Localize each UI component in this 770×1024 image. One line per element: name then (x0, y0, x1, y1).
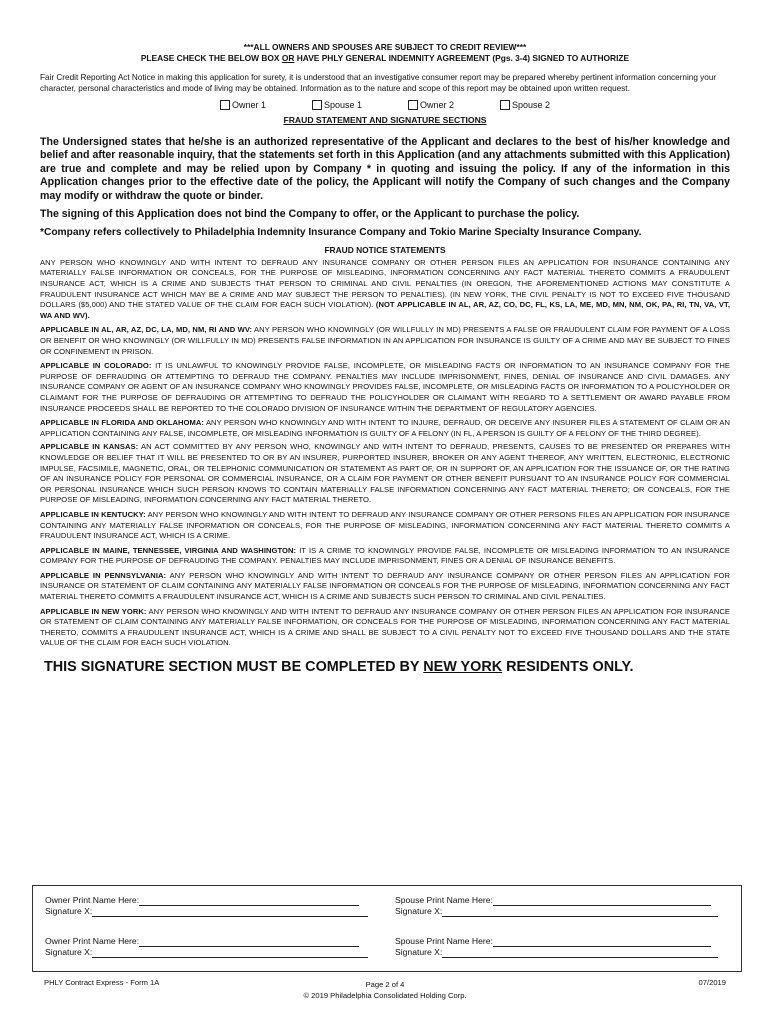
state-notice-new-york (40, 607, 730, 649)
state-notice-kentucky (40, 510, 730, 542)
spouse-2-signature-field[interactable] (442, 957, 718, 958)
state-notice-label: APPLICABLE IN MAINE, TENNESSEE, VIRGINIA AND WASHINGTON: (40, 545, 297, 555)
owner-2-signature-block (45, 936, 368, 958)
checkbox-label: Spouse 2 (512, 100, 551, 110)
ny-signature-heading (44, 659, 730, 675)
general-fraud-notice (40, 258, 730, 322)
state-notice-label: APPLICABLE IN KENTUCKY: (40, 509, 146, 519)
footer-copyright: © 2019 Philadelphia Consolidated Holding Corp. (303, 991, 467, 1000)
state-notice-text: AN ACT COMMITTED BY ANY PERSON WHO, KNOWINGLY AND WITH INTENT TO DEFRAUD, PRESENTS, CAUSES TO BE PRESENTED OR PREPARES WITH KNOWLEDGE OR BELIEF THAT IT WILL BE PRESENTED TO OR BY AN INSURER, PURPORTED INSURER, BROKER OR ANY AGENT THEREOF, ANY WRITTEN, ELECTRONIC, ELECTRONIC IMPULSE, FACSIMILE, MAGNETIC, ORAL, OR TELEPHONIC COMMUNICATION OR STATEMENT AS PART OF, OR IN SUPPORT OF, AN APPLICATION FOR THE ISSUANCE OF, OR THE RATING OF AN INSURANCE POLICY FOR PERSONAL OR COMMERCIAL INSURANCE, OR A CLAIM FOR PAYMENT OR OTHER BENEFIT PURSUANT TO AN INSURANCE POLICY FOR COMMERCIAL OR PERSONAL INSURANCE WHICH SUCH PERSON KNOWS TO CONTAIN MATERIALLY FALSE INFORMATION CONCERNING ANY FACT MATERIAL THERETO; OR CONCEALS, FOR THE PURPOSE OF MISLEADING, INFORMATION CONCERNING ANY FACT MATERIAL THERETO. (40, 442, 730, 505)
state-notice-label: APPLICABLE IN AL, AR, AZ, DC, LA, MD, NM, RI AND WV: (40, 325, 253, 335)
ny-signature-box (32, 885, 742, 972)
state-notice-label: APPLICABLE IN KANSAS: (40, 442, 139, 452)
signature-label: Signature X: (45, 947, 93, 957)
ny-heading-a: THIS SIGNATURE SECTION MUST BE COMPLETED BY (44, 659, 424, 676)
general-notice-exclusions: (NOT APPLICABLE IN AL, AR, AZ, CO, DC, FL, KS, LA, ME, MD, MN, NM, OK, PA, RI, TN, VA, VT, WA AND WV). (40, 300, 731, 320)
checkbox-spouse-2[interactable] (500, 100, 550, 110)
signature-label: Signature X: (395, 906, 443, 916)
header-line-2b: HAVE PHLY GENERAL INDEMNITY AGREEMENT (Pgs. 3-4) SIGNED TO AUTHORIZE (294, 53, 630, 63)
owner-2-signature-field[interactable] (92, 957, 368, 958)
checkbox-label: Owner 2 (420, 100, 455, 110)
state-notice-label: APPLICABLE IN NEW YORK: (40, 606, 147, 616)
state-notice-maine-tn-va-wa (40, 546, 730, 567)
state-notice-text: IT IS UNLAWFUL TO KNOWINGLY PROVIDE FALSE, INCOMPLETE, OR MISLEADING FACTS OR INFORMATION TO AN INSURANCE COMPANY FOR THE PURPOSE OF DEFRAUDING OR ATTEMPTING TO DEFRAUD THE COMPANY. PENALTIES MAY INCLUDE IMPRISONMENT, FINES, DENIAL OF INSURANCE AND CIVIL DAMAGES. ANY INSURANCE COMPANY OR AGENT OF AN INSURANCE COMPANY WHO KNOWINGLY PROVIDES FALSE, INCOMPLETE, OR MISLEADING FACTS OR INFORMATION TO A POLICYHOLDER OR CLAIMANT FOR THE PURPOSE OF DEFRAUDING OR ATTEMPTING TO DEFRAUD THE POLICYHOLDER OR CLAIMANT WITH REGARD TO A SETTLEMENT OR AWARD PAYABLE FROM INSURANCE PROCEEDS SHALL BE REPORTED TO THE COLORADO DIVISION OF INSURANCE WITHIN THE DEPARTMENT OF REGULATORY AGENCIES. (40, 361, 730, 413)
state-notice-text: IT IS A CRIME TO KNOWINGLY PROVIDE FALSE, INCOMPLETE OR MISLEADING INFORMATION TO AN INSURANCE COMPANY FOR THE PURPOSE OF DEFRAUDING THE COMPANY. PENALTIES MAY INCLUDE IMPRISONMENT, FINES OR A DENIAL OF INSURANCE BENEFITS. (40, 545, 731, 566)
signature-label: Signature X: (45, 906, 93, 916)
checkbox-owner-2[interactable] (408, 100, 454, 110)
state-notice-text: ANY PERSON WHO KNOWINGLY AND WITH INTENT TO INJURE, DEFRAUD, OR DECEIVE ANY INSURER FILES A STATEMENT OF CLAIM OR AN APPLICATION CONTAINING ANY FALSE, INCOMPLETE, OR MISLEADING INFORMATION IS GUILTY OF A FELONY (IN FL, A PERSON IS GUILTY OF A FELONY OF THE THIRD DEGREE). (40, 418, 730, 438)
state-notice-pennsylvania (40, 571, 730, 603)
spouse-print-label: Spouse Print Name Here: (395, 895, 493, 905)
header-line-2 (40, 53, 730, 64)
state-notice-text: ANY PERSON WHO KNOWINGLY AND WITH INTENT TO DEFRAUD ANY INSURANCE COMPANY OR OTHER PERSONS FILES AN APPLICATION FOR INSURANCE CONTAINING ANY MATERIALLY FALSE INFORMATION OR CONCEALS, FOR THE PURPOSE OF MISLEADING, INFORMATION CONCERNING ANY FACT MATERIAL THERETO COMMITS A FRAUDULENT INSURANCE ACT, WHICH IS A CRIME. (40, 509, 730, 541)
checkbox-spouse-1[interactable] (312, 100, 362, 110)
checkbox-label: Owner 1 (231, 100, 266, 110)
header-or: OR (281, 53, 295, 63)
state-notice-colorado (40, 361, 730, 414)
ny-heading-state: NEW YORK (423, 659, 503, 676)
header-line-1: ***ALL OWNERS AND SPOUSES ARE SUBJECT TO CREDIT REVIEW*** (243, 42, 527, 52)
state-notice-text: ANY PERSON WHO KNOWINGLY AND WITH INTENT TO DEFRAUD ANY INSURANCE COMPANY OR OTHER PERSON FILES AN APPLICATION FOR INSURANCE OR STATEMENT OF CLAIM CONTAINING ANY MATERIALLY FALSE INFORMATION, OR CONCEALS FOR THE PURPOSE OF MISLEADING, INFORMATION CONCERNING ANY FACT MATERIAL THERETO, COMMITS A FRAUDULENT INSURANCE ACT, WHICH IS A CRIME AND SHALL BE SUBJECT TO A CIVIL PENALTY NOT TO EXCEED FIVE THOUSAND DOLLARS AND THE STATE VALUE OF THE CLAIM FOR EACH SUCH VIOLATION. (40, 606, 731, 648)
state-notice-al-ar-az (40, 325, 730, 357)
ny-heading-c: RESIDENTS ONLY. (502, 659, 634, 676)
general-notice-text: ANY PERSON WHO KNOWINGLY AND WITH INTENT TO DEFRAUD ANY INSURANCE COMPANY OR OTHER PERSON FILES AN APPLICATION FOR INSURANCE CONTAINING ANY MATERIALLY FALSE INFORMATION OR CONCEALS, FOR THE PURPOSE OF MISLEADING, INFORMATION CONCERNING ANY FACT MATERIAL THERETO COMMITS A FRAUDULENT INSURANCE ACT, WHICH IS A CRIME AND SUBJECTS THAT PERSON TO CRIMINAL AND CIVIL PENALTIES (IN OREGON, THE AFOREMENTIONED ACTIONS MAY CONSTITUTE A FRAUDULENT INSURANCE ACT WHICH MAY BE A CRIME AND MAY SUBJECT THE PERSON TO PENALTIES). (IN NEW YORK, THE CIVIL PENALTY IS NOT TO EXCEED FIVE THOUSAND DOLLARS ($5,000) AND THE STATED VALUE OF THE CLAIM FOR EACH SUCH VIOLATION). (40, 257, 730, 310)
spouse-print-label: Spouse Print Name Here: (395, 936, 493, 946)
checkbox-square[interactable] (500, 100, 510, 110)
checkbox-label: Spouse 1 (323, 100, 362, 110)
spouse-1-signature-block (395, 895, 718, 917)
owner-1-signature-field[interactable] (92, 916, 368, 917)
signature-label: Signature X: (395, 947, 443, 957)
owner-print-label: Owner Print Name Here: (45, 895, 140, 905)
state-notice-text: ANY PERSON WHO KNOWINGLY (OR WILLFULLY IN MD) PRESENTS A FALSE OR FRAUDULENT CLAIM FOR PAYMENT OF A LOSS OR BENEFIT OR WHO KNOWINGLY (OR WILLFULLY IN MD) PRESENTS FALSE INFORMATION IN AN APPLICATION FOR INSURANCE IS GUILTY OF A CRIME AND MAY BE SUBJECT TO FINES OR CONFINEMENT IN PRISON. (40, 325, 730, 356)
state-notice-label: APPLICABLE IN COLORADO: (40, 361, 152, 371)
checkbox-square[interactable] (312, 100, 322, 110)
footer-form-name: PHLY Contract Express - Form 1A (44, 978, 160, 987)
spouse-1-signature-field[interactable] (442, 916, 718, 917)
fcra-notice: Fair Credit Reporting Act Notice in making this application for surety, it is understood that an investigative consumer report may be prepared whereby pertinent information concerning your character, personal characteristics and mode of living may be obtained. Information as to the nature and scope of this report may be obtained upon written request. (40, 73, 717, 93)
footer-date: 07/2019 (698, 978, 726, 987)
footer-page-number: Page 2 of 4 (365, 980, 405, 989)
state-notice-label: APPLICABLE IN PENNSYLVANIA: (40, 570, 167, 580)
company-reference: *Company refers collectively to Philadelphia Indemnity Insurance Company and Tokio Marine Specialty Insurance Company. (40, 227, 642, 239)
fraud-notice-title: FRAUD NOTICE STATEMENTS (324, 244, 446, 255)
header-line-2a: PLEASE CHECK THE BELOW BOX (140, 53, 282, 63)
spouse-2-signature-block (395, 936, 718, 958)
checkbox-square[interactable] (220, 100, 230, 110)
state-notice-florida-oklahoma (40, 418, 730, 439)
document-page (40, 42, 730, 675)
state-notice-kansas (40, 442, 730, 506)
fraud-section-title: FRAUD STATEMENT AND SIGNATURE SECTIONS (283, 115, 487, 125)
state-notice-text: ANY PERSON WHO KNOWINGLY AND WITH INTENT TO DEFRAUD ANY INSURANCE COMPANY OR OTHER PERSON FILES AN APPLICATION FOR INSURANCE OR STATEMENT OF CLAIM CONTAINING ANY MATERIALLY FALSE INFORMATION OR CONCEALS FOR THE PURPOSE OF MISLEADING, INFORMATION CONCERNING ANY FACT MATERIAL THERETO COMMITS A FRAUDULENT INSURANCE ACT, WHICH IS A CRIME AND SUBJECTS SUCH PERSON TO CRIMINAL AND CIVIL PENALTIES. (40, 570, 730, 602)
checkbox-square[interactable] (408, 100, 418, 110)
owner-1-signature-block (45, 895, 368, 917)
authorization-checkboxes (40, 100, 730, 110)
credit-review-header (40, 42, 730, 64)
checkbox-owner-1[interactable] (220, 100, 266, 110)
state-notice-label: APPLICABLE IN FLORIDA AND OKLAHOMA: (40, 418, 204, 428)
signing-statement: The signing of this Application does not bind the Company to offer, or the Applicant to purchase the policy. (40, 208, 580, 221)
undersigned-statement: The Undersigned states that he/she is an authorized representative of the Applicant and declares to the best of his/her knowledge and belief and after reasonable inquiry, that the statements set forth in this Application (and any attachments submitted with this Application) are true and complete and may be relied upon by Company * in quoting and issuing the policy. If any of the information in this Application changes prior to the effective date of the policy, the Applicant will notify the Company of such changes and the Company may modify or withdraw the quote or binder. (40, 136, 730, 202)
owner-print-label: Owner Print Name Here: (45, 936, 140, 946)
